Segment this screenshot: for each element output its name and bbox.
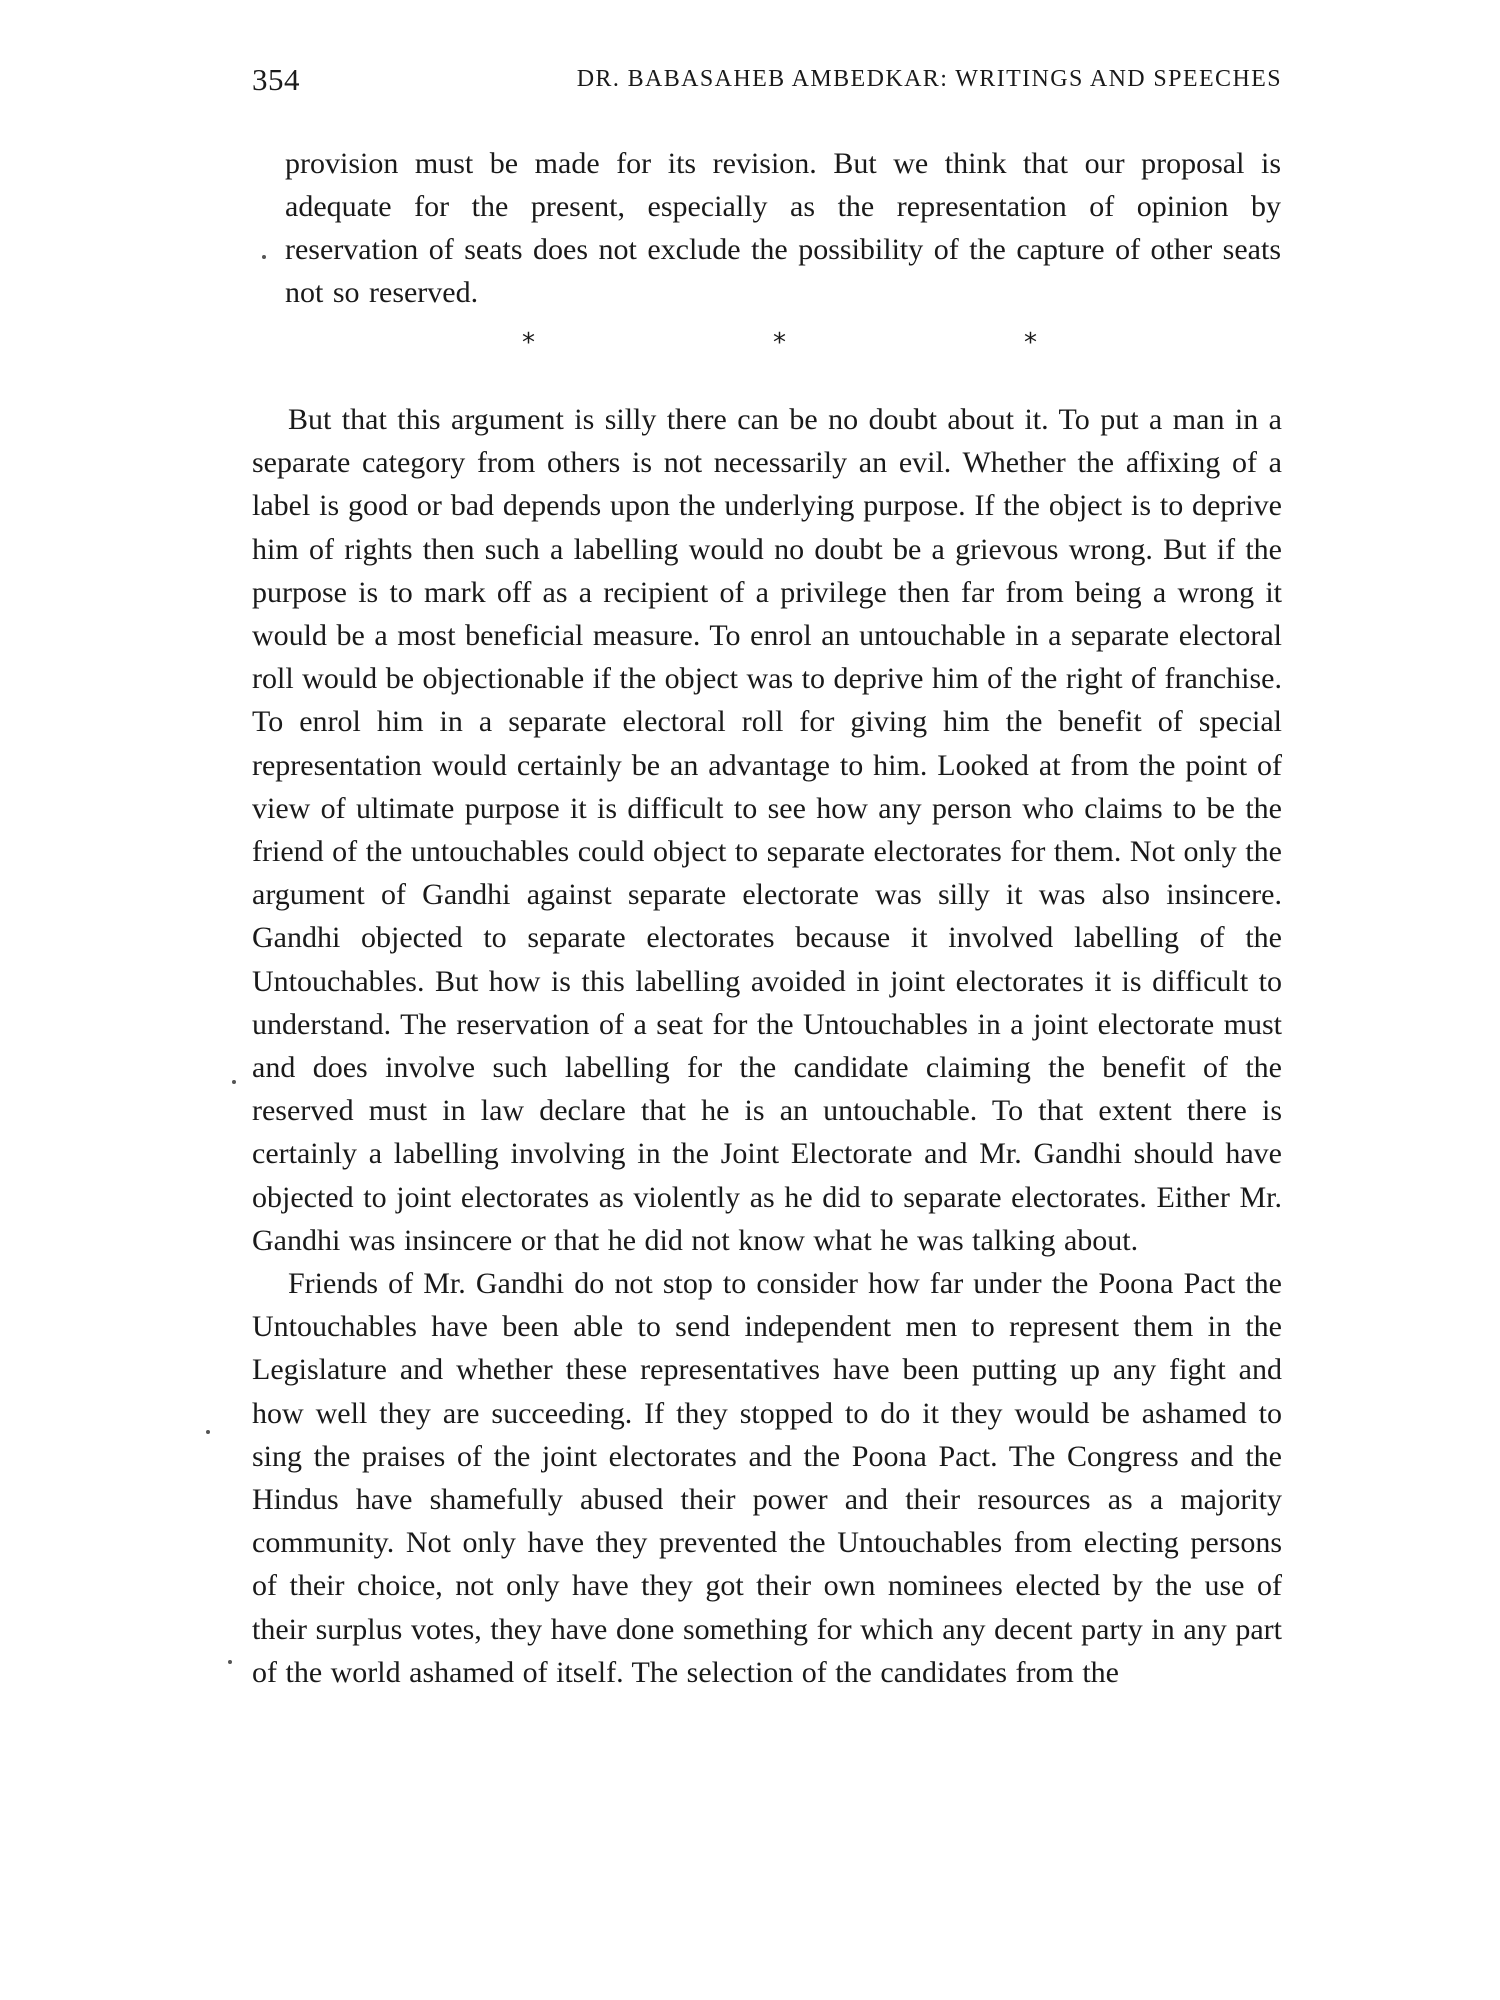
scan-speck: [232, 1080, 236, 1084]
scan-speck: [206, 1430, 210, 1434]
paragraph: Friends of Mr. Gandhi do not stop to consider how far under the Poona Pact the Untouchables have been able to send independent men to represent them in the Legislature and whether these representatives have been putting up any fight and how well they are succeeding. If they stopped to do it they would be ashamed to sing the praises of the joint electorates and the Poona Pact. The Congress and the Hindus have shamefully abused their power and their resources as a majority community. Not only have they prevented the Untouchables from electing persons of their choice, not only have they got their own nominees elected by the use of their surplus votes, they have done something for which any decent party in any part of the world ashamed of itself. The selection of the candidates from the: [252, 1267, 1282, 1689]
separator-star: *: [773, 328, 786, 358]
page-number: 354: [252, 62, 300, 97]
running-header: [252, 62, 1282, 106]
separator-star: *: [522, 328, 535, 358]
book-title: DR. BABASAHEB AMBEDKAR: WRITINGS AND SPEECHES: [576, 66, 1282, 92]
paragraph: But that this argument is silly there can be no doubt about it. To put a man in a separate category from others is not necessarily an evil. Whether the affixing of a label is good or bad depends upon the underlying purpose. If the object is to deprive him of rights then such a labelling would no doubt be a grievous wrong. But if the purpose is to mark off as a recipient of a privilege then far from being a wrong it would be a most beneficial measure. To enrol an untouchable in a separate electoral roll would be objectionable if the object was to deprive him of the right of franchise. To enrol him in a separate electoral roll for giving him the benefit of special representation would certainly be an advantage to him. Looked at from the point of view of ultimate purpose it is difficult to see how any person who claims to be the friend of the untouchables could object to separate electorates for them. Not only the argument of Gandhi against separate electorate was silly it was also insincere. Gandhi objected to separate electorates because it involved labelling of the Untouchables. But how is this labelling avoided in joint electorates it is difficult to understand. The reservation of a seat for the Untouchables in a joint electorate must and does involve such labelling for the candidate claiming the benefit of the reserved must in law declare that he is an untouchable. To that extent there is certainly a labelling involving in the Joint Electorate and Mr. Gandhi should have objected to joint electorates as violently as he did to separate electorates. Either Mr. Gandhi was insincere or that he did not know what he was talking about.: [252, 403, 1282, 1257]
section-separator: [0, 328, 1500, 358]
body-text: [252, 398, 1282, 1694]
scan-speck: [228, 1660, 232, 1664]
scan-speck: [262, 255, 266, 259]
separator-star: *: [1024, 328, 1037, 358]
indented-quote: provision must be made for its revision. But we think that our proposal is adequate for the present, especially as the representation of opinion by reservation of seats does not exclude the possibility of the capture of other seats not so reserved.: [285, 147, 1281, 309]
